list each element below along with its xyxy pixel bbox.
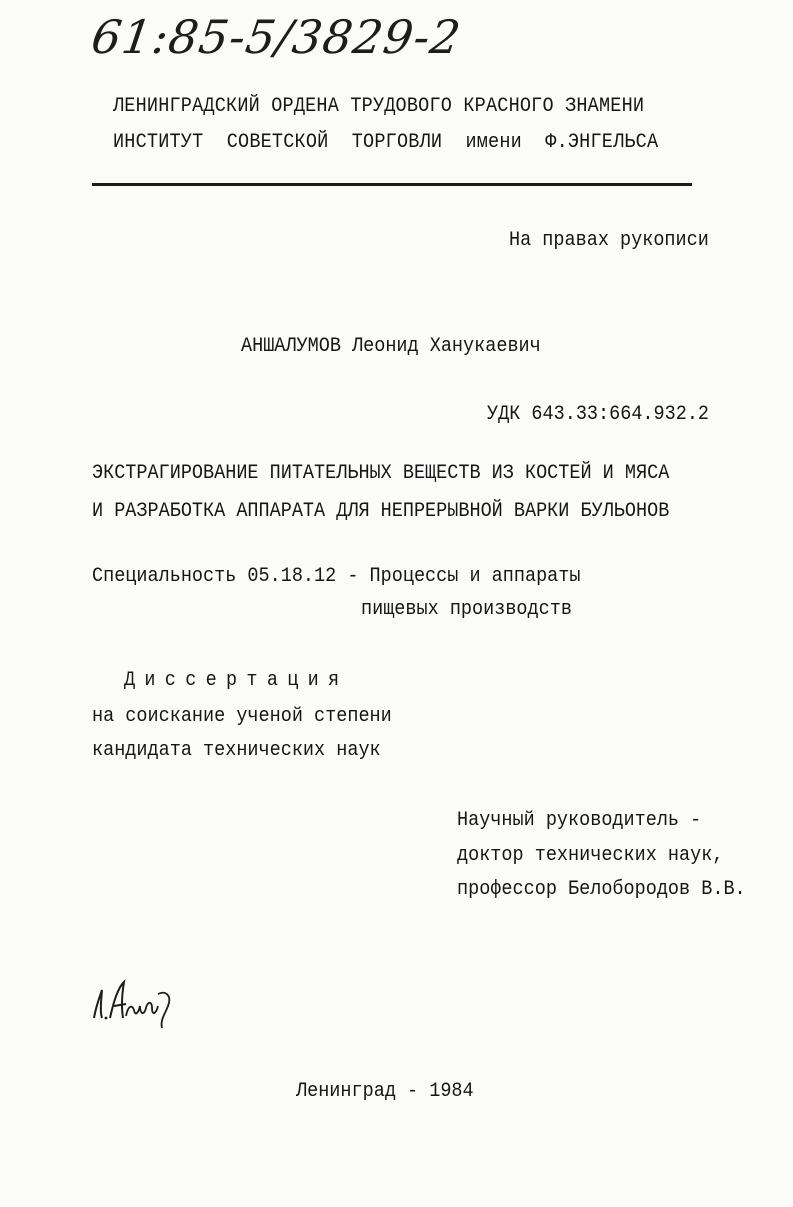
thesis-title-line2: И РАЗРАБОТКА АППАРАТА ДЛЯ НЕПРЕРЫВНОЙ ВАРКИ БУЛЬОНОВ [92, 499, 670, 523]
header-divider [92, 183, 692, 186]
institution-name-line2: ИНСТИТУТ СОВЕТСКОЙ ТОРГОВЛИ имени Ф.ЭНГЕЛЬСА [113, 130, 659, 154]
advisor-degree: доктор технических наук, [457, 843, 724, 867]
dissertation-heading: Диссертация [124, 668, 349, 692]
dissertation-degree-line2: кандидата технических наук [92, 738, 381, 762]
specialty-line2: пищевых производств [361, 597, 572, 621]
city-year: Ленинград - 1984 [296, 1079, 474, 1103]
handwritten-reference-number: 61:85-5/3829-2 [88, 10, 465, 64]
dissertation-degree-line1: на соискание ученой степени [92, 704, 392, 728]
advisor-name: профессор Белобородов В.В. [457, 877, 746, 901]
author-signature [90, 976, 185, 1041]
institution-name-line1: ЛЕНИНГРАДСКИЙ ОРДЕНА ТРУДОВОГО КРАСНОГО ЗНАМЕНИ [113, 94, 645, 118]
udc-code: УДК 643.33:664.932.2 [487, 402, 710, 426]
author-name: АНШАЛУМОВ Леонид Ханукаевич [241, 334, 541, 358]
specialty-line1: Специальность 05.18.12 - Процессы и аппараты [92, 564, 581, 588]
rights-note: На правах рукописи [509, 228, 709, 252]
advisor-label: Научный руководитель - [457, 808, 702, 832]
thesis-title-line1: ЭКСТРАГИРОВАНИЕ ПИТАТЕЛЬНЫХ ВЕЩЕСТВ ИЗ КОСТЕЙ И МЯСА [92, 461, 670, 485]
